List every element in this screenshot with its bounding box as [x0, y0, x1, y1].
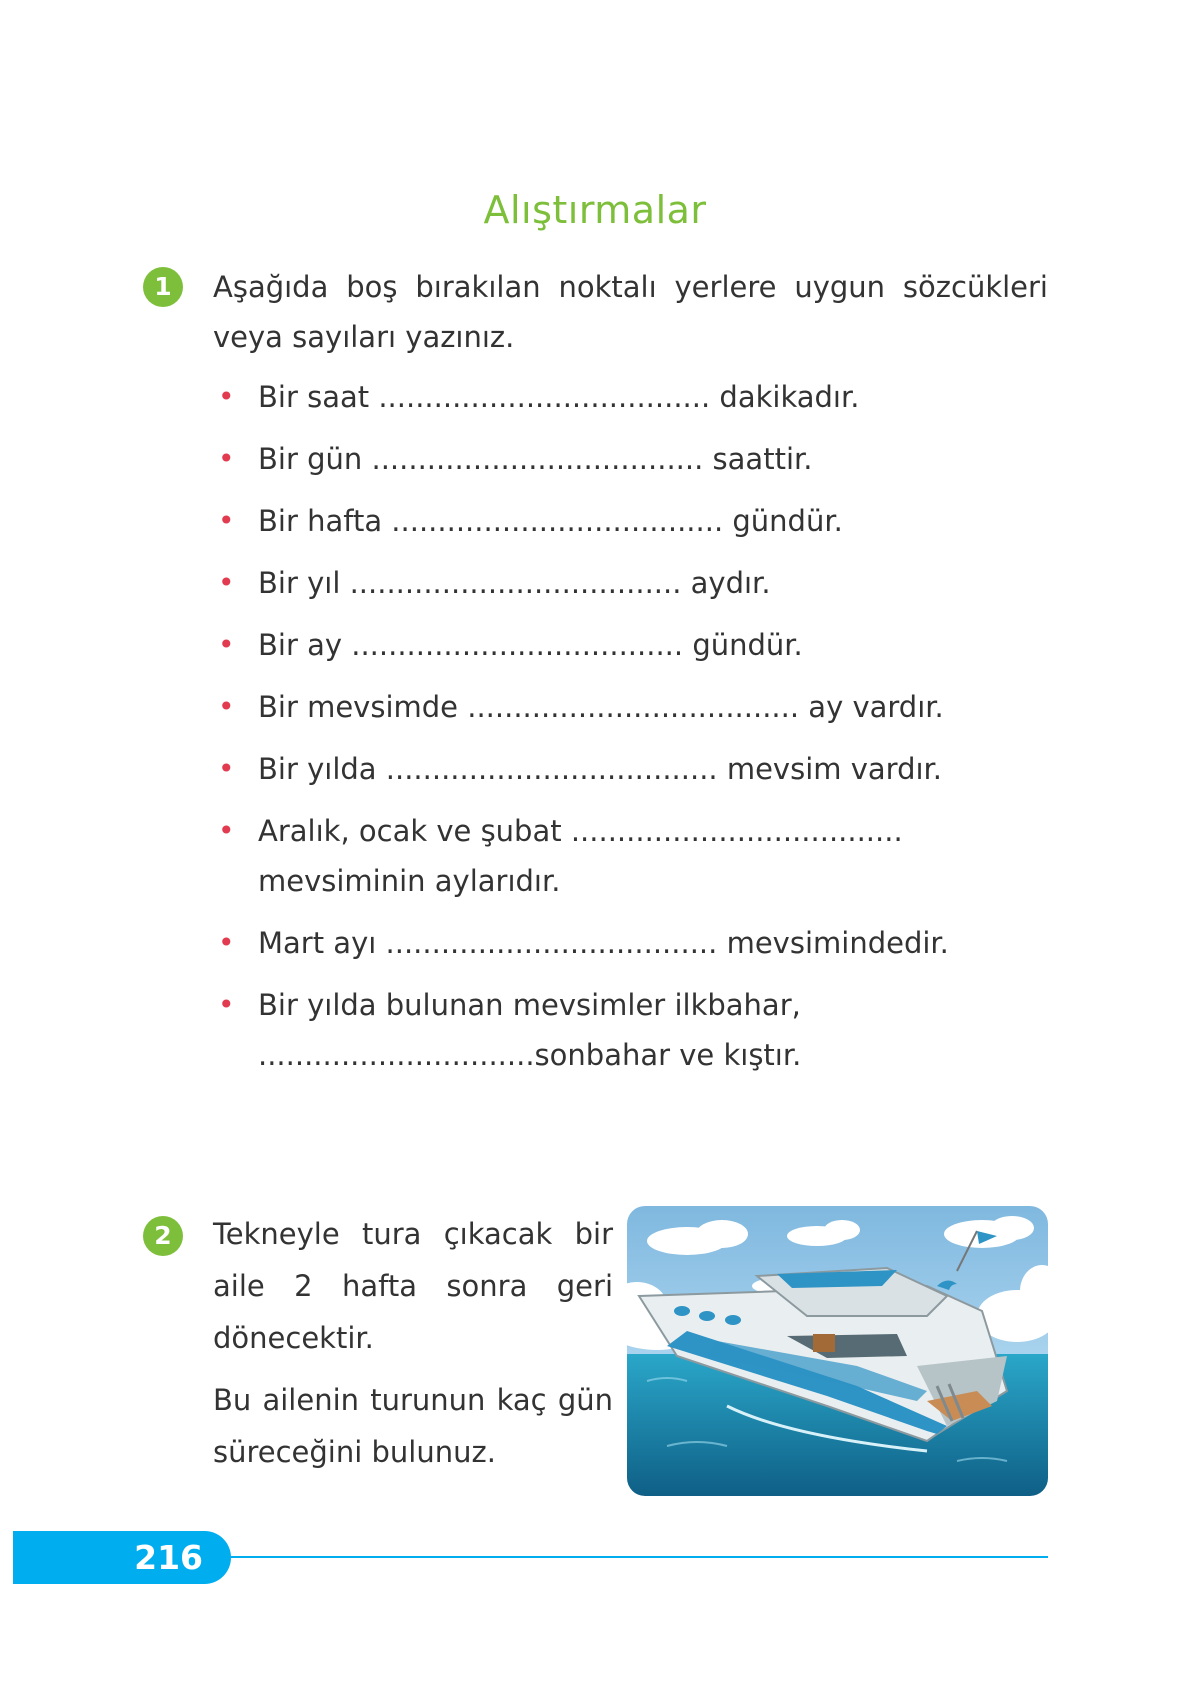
list-item: • Mart ayı .................................... mevsimindedir.: [213, 918, 1048, 968]
list-item: • Bir ay .................................... gündür.: [213, 620, 1048, 670]
question-2-line-1: Tekneyle tura çıkacak bir aile 2 hafta sonra geri dönecektir.: [213, 1217, 613, 1355]
bullet-icon: •: [218, 628, 235, 661]
question-2-text: [213, 1208, 613, 1488]
question-1-badge: 1: [143, 267, 183, 307]
section-title: Alıştırmalar: [483, 188, 707, 232]
list-item: • Bir hafta .................................... gündür.: [213, 496, 1048, 546]
boat-illustration: [627, 1206, 1048, 1496]
list-item: • Bir saat .................................... dakikadır.: [213, 372, 1048, 422]
bullet-icon: •: [218, 752, 235, 785]
bullet-icon: •: [218, 690, 235, 723]
bullet-icon: •: [218, 504, 235, 537]
list-item: • Bir yıl .................................... aydır.: [213, 558, 1048, 608]
list-item: • Bir mevsimde .................................... ay vardır.: [213, 682, 1048, 732]
bullet-icon: •: [218, 442, 235, 475]
question-1-instruction: Aşağıda boş bırakılan noktalı yerlere uygun sözcükleri veya sayıları yazınız.: [213, 270, 1048, 354]
footer-divider: [231, 1556, 1048, 1558]
question-2-line-2: Bu ailenin turunun kaç gün süreceğini bulunuz.: [213, 1383, 613, 1469]
question-2-badge: 2: [143, 1216, 183, 1256]
list-item: • Bir yılda .................................... mevsim vardır.: [213, 744, 1048, 794]
bullet-icon: •: [218, 380, 235, 413]
bullet-icon: •: [218, 566, 235, 599]
page-number: 216: [13, 1531, 231, 1584]
list-item: • Bir gün .................................... saattir.: [213, 434, 1048, 484]
fill-in-list: [213, 372, 1048, 1092]
bullet-icon: •: [218, 814, 235, 847]
list-item: • Bir yılda bulunan mevsimler ilkbahar, ..............................sonbahar ve kıştır.: [213, 980, 1048, 1080]
list-item: • Aralık, ocak ve şubat .................................... mevsiminin aylarıdır.: [213, 806, 1048, 906]
bullet-icon: •: [218, 926, 235, 959]
bullet-icon: •: [218, 988, 235, 1021]
